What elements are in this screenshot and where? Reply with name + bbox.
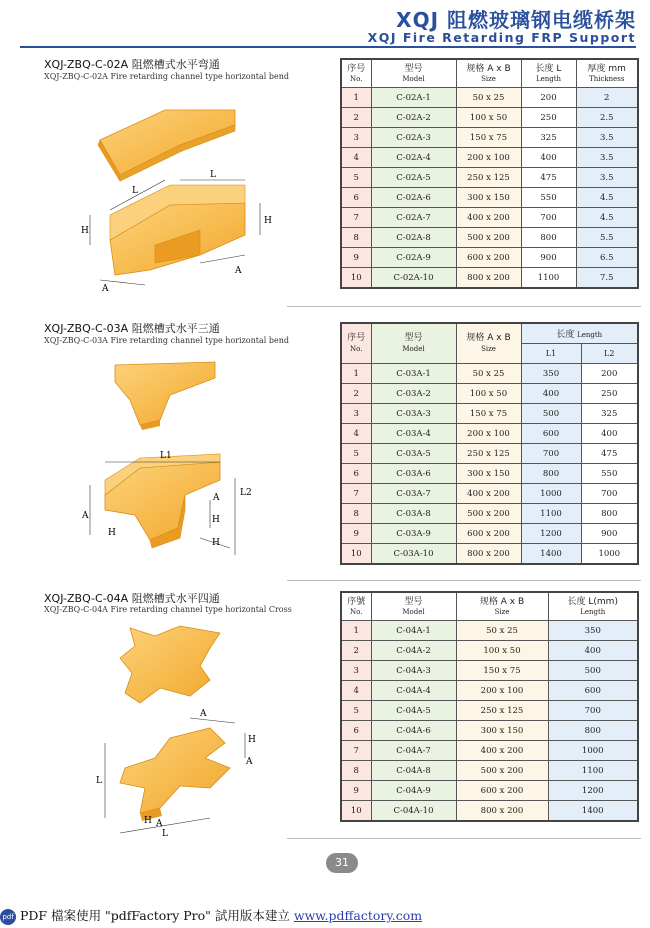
table-row: 10 C-03A-10 800 x 200 1400 1000 <box>341 544 638 565</box>
tee-table-header-bottom: L1 L2 <box>341 344 638 364</box>
bend-label-a-right: A <box>235 266 242 276</box>
table-row: 3 C-03A-3 150 x 75 500 325 <box>341 404 638 424</box>
table-row: 4 C-04A-4 200 x 100 600 <box>341 681 638 701</box>
table-row: 7 C-04A-7 400 x 200 1000 <box>341 741 638 761</box>
table-row: 7 C-03A-7 400 x 200 1000 700 <box>341 484 638 504</box>
table-row: 4 C-02A-4 200 x 100 400 3.5 <box>341 148 638 168</box>
table-row: 10 C-04A-10 800 x 200 1400 <box>341 801 638 822</box>
cross-label-l-bottom: L <box>162 829 168 839</box>
cross-label-a-top: A <box>200 709 207 719</box>
section-1-subtitle: XQJ-ZBQ-C-02A Fire retarding channel type horizontal bend <box>44 72 289 81</box>
footer-link[interactable]: www.pdffactory.com <box>293 908 423 923</box>
table-row: 2 C-03A-2 100 x 50 400 250 <box>341 384 638 404</box>
section-3-title: XQJ-ZBQ-C-04A 阻燃槽式水平四通 <box>44 592 220 605</box>
table-row: 8 C-03A-8 500 x 200 1100 800 <box>341 504 638 524</box>
section-2-subtitle: XQJ-ZBQ-C-03A Fire retarding channel type horizontal bend <box>44 336 289 345</box>
tee-label-h-bottom: H <box>212 538 220 548</box>
cross-label-h-bottom: H <box>144 816 152 826</box>
tee-label-a-right: A <box>213 493 220 503</box>
table-row: 10 C-02A-10 800 x 200 1100 7.5 <box>341 268 638 289</box>
tee-tray-shape <box>105 454 220 548</box>
table-row: 8 C-02A-8 500 x 200 800 5.5 <box>341 228 638 248</box>
table-row: 7 C-02A-7 400 x 200 700 4.5 <box>341 208 638 228</box>
tee-label-l1: L1 <box>160 451 172 461</box>
table-row: 8 C-04A-8 500 x 200 1100 <box>341 761 638 781</box>
section-divider <box>287 838 641 839</box>
header-title-zh: XQJ 阻燃玻璃钢电缆桥架 <box>396 8 636 32</box>
table-row: 3 C-02A-3 150 x 75 325 3.5 <box>341 128 638 148</box>
cross-label-a-right: A <box>246 757 253 767</box>
cross-cover-shape <box>120 626 220 703</box>
horizontal-bend-figure <box>60 85 280 300</box>
horizontal-tee-figure <box>60 350 280 575</box>
cross-label-l-left: L <box>96 776 102 786</box>
cross-label-h-right: H <box>248 735 256 745</box>
table-row: 2 C-04A-2 100 x 50 400 <box>341 641 638 661</box>
bend-spec-table <box>340 58 639 289</box>
tee-cover-shape <box>115 362 215 430</box>
tee-label-a-left: A <box>82 511 89 521</box>
header-title-en: XQJ Fire Retarding FRP Support <box>367 30 636 45</box>
table-row: 5 C-03A-5 250 x 125 700 475 <box>341 444 638 464</box>
section-1-title: XQJ-ZBQ-C-02A 阻燃槽式水平弯通 <box>44 58 220 71</box>
table-row: 9 C-04A-9 600 x 200 1200 <box>341 781 638 801</box>
section-divider <box>287 306 641 307</box>
table-row: 4 C-03A-4 200 x 100 600 400 <box>341 424 638 444</box>
footer-text: PDF 檔案使用 "pdfFactory Pro" 試用版本建立 <box>20 908 290 923</box>
table-row: 2 C-02A-2 100 x 50 250 2.5 <box>341 108 638 128</box>
tee-spec-table <box>340 322 639 565</box>
table-row: 5 C-02A-5 250 x 125 475 3.5 <box>341 168 638 188</box>
tee-label-l2: L2 <box>240 488 252 498</box>
cross-tray-shape <box>120 728 230 821</box>
cross-table-header: 序號 No. 型号 Model 规格 A x B Size 长度 L(mm) Length <box>341 592 638 621</box>
table-row: 1 C-02A-1 50 x 25 200 2 <box>341 88 638 108</box>
bend-label-l-right: L <box>210 170 216 180</box>
pdf-logo-icon: pdf <box>0 909 16 925</box>
table-row: 9 C-03A-9 600 x 200 1200 900 <box>341 524 638 544</box>
bend-label-a-left: A <box>102 284 109 294</box>
page-number: 31 <box>326 853 358 873</box>
bend-tray-shape <box>110 185 245 275</box>
cross-spec-table <box>340 591 639 822</box>
section-divider <box>287 580 641 581</box>
bend-label-h-left: H <box>81 226 89 236</box>
table-row: 6 C-03A-6 300 x 150 800 550 <box>341 464 638 484</box>
table-row: 1 C-03A-1 50 x 25 350 200 <box>341 364 638 384</box>
tee-label-h-right: H <box>212 515 220 525</box>
horizontal-cross-figure <box>60 618 280 843</box>
table-row: 6 C-04A-6 300 x 150 800 <box>341 721 638 741</box>
bend-label-h-right: H <box>264 216 272 226</box>
tee-table-header-top: 序号 No. 型号 Model 规格 A x B Size 长度 Length <box>341 323 638 344</box>
table-row: 9 C-02A-9 600 x 200 900 6.5 <box>341 248 638 268</box>
section-3-subtitle: XQJ-ZBQ-C-04A Fire retarding channel type horizontal Cross <box>44 605 292 614</box>
header-divider <box>20 46 636 48</box>
bend-table-header: 序号 No. 型号 Model 规格 A x B Size 长度 L Length 厚度 mm Thickness <box>341 59 638 88</box>
table-row: 6 C-02A-6 300 x 150 550 4.5 <box>341 188 638 208</box>
table-row: 5 C-04A-5 250 x 125 700 <box>341 701 638 721</box>
table-row: 3 C-04A-3 150 x 75 500 <box>341 661 638 681</box>
pdf-footer <box>0 906 422 925</box>
table-row: 1 C-04A-1 50 x 25 350 <box>341 621 638 641</box>
bend-label-l-left: L <box>132 186 138 196</box>
section-2-title: XQJ-ZBQ-C-03A 阻燃槽式水平三通 <box>44 322 220 335</box>
tee-label-h-left: H <box>108 528 116 538</box>
cross-label-a-bottom: A <box>156 819 163 829</box>
